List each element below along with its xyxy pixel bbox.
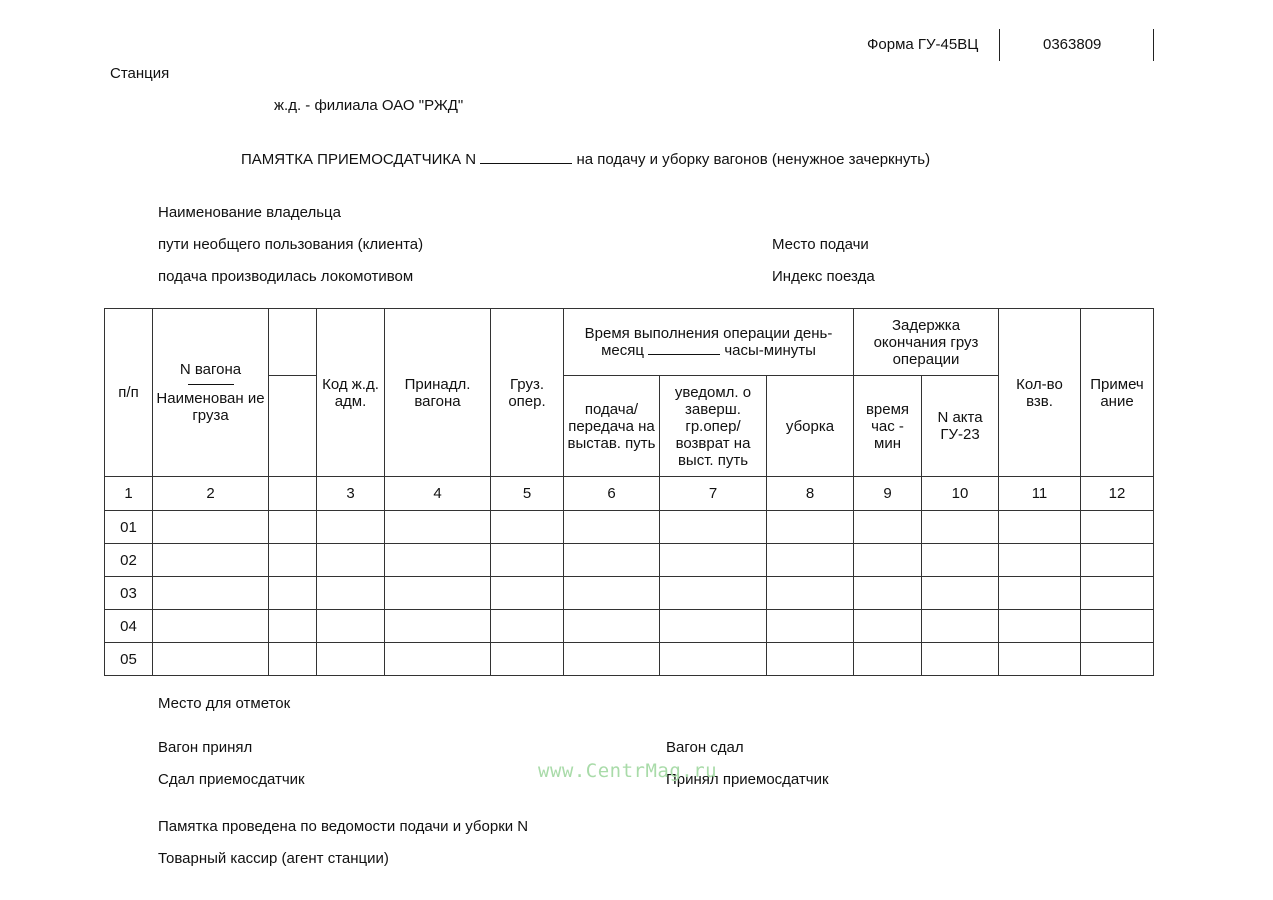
table-cell[interactable] [922,511,999,544]
table-cell[interactable] [564,643,660,676]
train-index-label: Индекс поезда [772,268,875,285]
table-row [105,610,1154,643]
header-cargo-name: Наименован ие груза [156,390,265,424]
table-cell[interactable] [317,544,385,577]
header-act: N акта ГУ-23 [922,376,999,477]
column-number: 10 [922,477,999,511]
table-cell[interactable] [385,610,491,643]
table-cell[interactable] [854,610,922,643]
table-cell[interactable] [269,577,317,610]
watermark-text: www.CentrMag.ru [538,760,718,782]
table-cell[interactable] [922,544,999,577]
table-cell[interactable] [999,577,1081,610]
header-qty: Кол-во взв. [999,309,1081,477]
table-cell[interactable] [269,544,317,577]
row-number: 05 [105,643,153,676]
table-cell[interactable] [767,544,854,577]
document-title [241,151,930,168]
table-cell[interactable] [385,577,491,610]
header-wagon-number: N вагона [179,361,242,378]
table-body [105,511,1154,676]
table-cell[interactable] [660,577,767,610]
owner-label: Наименование владельца [158,204,341,221]
table-cell[interactable] [767,511,854,544]
track-label: пути необщего пользования (клиента) [158,236,424,253]
wagon-received-label: Вагон принял [158,739,253,756]
table-cell[interactable] [854,643,922,676]
table-cell[interactable] [999,610,1081,643]
header-cargo-op: Груз. опер. [491,309,564,477]
column-number: 12 [1081,477,1154,511]
table-cell[interactable] [491,544,564,577]
table-cell[interactable] [1081,511,1154,544]
header-time-hm: время час - мин [854,376,922,477]
table-cell[interactable] [1081,544,1154,577]
handed-by-label: Сдал приемосдатчик [158,771,305,788]
row-number: 01 [105,511,153,544]
table-cell[interactable] [491,511,564,544]
table-cell[interactable] [269,610,317,643]
column-number: 11 [999,477,1081,511]
table-cell[interactable] [767,643,854,676]
table-cell[interactable] [385,544,491,577]
table-cell[interactable] [854,544,922,577]
table-cell[interactable] [385,511,491,544]
table-cell[interactable] [854,577,922,610]
column-number: 6 [564,477,660,511]
table-cell[interactable] [564,544,660,577]
table-row [105,511,1154,544]
table-cell[interactable] [1081,643,1154,676]
header-time-right: часы-минуты [724,342,816,359]
table-cell[interactable] [1081,610,1154,643]
table-cell[interactable] [564,511,660,544]
header-wagon [153,309,269,477]
form-code: 0363809 [1043,36,1102,53]
header-notify: уведомл. о заверш. гр.опер/ возврат на выст. путь [660,376,767,477]
table-cell[interactable] [999,511,1081,544]
header-pp: п/п [105,309,153,477]
table-cell[interactable] [660,544,767,577]
form-divider [999,29,1000,61]
station-label: Станция [110,65,170,82]
table-cell[interactable] [854,511,922,544]
table-cell[interactable] [1081,577,1154,610]
table-cell[interactable] [153,511,269,544]
table-cell[interactable] [767,577,854,610]
header-delay: Задержка окончания груз операции [854,309,999,376]
header-removal: уборка [767,376,854,477]
table-cell[interactable] [317,577,385,610]
row-number: 03 [105,577,153,610]
table-row [105,643,1154,676]
statement-label: Памятка проведена по ведомости подачи и уборки N [158,818,529,835]
place-label: Место подачи [772,236,869,253]
wagon-handed-label: Вагон сдал [666,739,744,756]
loco-label: подача производилась локомотивом [158,268,414,285]
table-cell[interactable] [385,643,491,676]
table-cell[interactable] [317,511,385,544]
railway-label: ж.д. - филиала ОАО "РЖД" [274,97,464,114]
column-number: 4 [385,477,491,511]
table-cell[interactable] [491,577,564,610]
column-number: 3 [317,477,385,511]
table-cell[interactable] [491,643,564,676]
table-cell[interactable] [999,544,1081,577]
table-cell[interactable] [153,610,269,643]
memo-number-blank[interactable] [480,151,572,164]
table-cell[interactable] [269,643,317,676]
table-cell[interactable] [660,511,767,544]
table-cell[interactable] [153,544,269,577]
header-wagon-divider [188,384,234,385]
row-number: 02 [105,544,153,577]
marks-label: Место для отметок [158,695,291,712]
received-by-label: Принял приемосдатчик [666,771,829,788]
column-number: 5 [491,477,564,511]
title-left: ПАМЯТКА ПРИЕМОСДАТЧИКА N [241,151,477,168]
column-number: 7 [660,477,767,511]
table-cell[interactable] [317,643,385,676]
title-right: на подачу и уборку вагонов (ненужное зачеркнуть) [576,151,931,168]
table-cell[interactable] [922,577,999,610]
header-time-group [564,309,854,376]
table-cell[interactable] [999,643,1081,676]
table-row [105,544,1154,577]
row-number: 04 [105,610,153,643]
header-time-left: Время выполнения операции день-месяц [584,325,833,359]
table-cell[interactable] [660,610,767,643]
header-time-blank [648,342,720,355]
table-cell[interactable] [564,577,660,610]
header-note: Примеч ание [1081,309,1154,477]
column-number: 1 [105,477,153,511]
column-number: 8 [767,477,854,511]
wagon-table [104,308,1154,676]
table-cell[interactable] [491,610,564,643]
table-cell[interactable] [922,610,999,643]
header-blank-bottom [269,376,317,477]
cashier-label: Товарный кассир (агент станции) [158,850,389,867]
form-label: Форма ГУ-45ВЦ [867,36,979,53]
header-blank-top [269,309,317,376]
column-number [269,477,317,511]
header-code: Код ж.д. адм. [317,309,385,477]
column-number: 2 [153,477,269,511]
table-cell[interactable] [153,643,269,676]
table-cell[interactable] [153,577,269,610]
header-supply: подача/ передача на выстав. путь [564,376,660,477]
table-cell[interactable] [317,610,385,643]
column-number-row [105,477,1154,511]
form-divider-right [1153,29,1154,61]
table-cell[interactable] [922,643,999,676]
table-cell[interactable] [269,511,317,544]
table-cell[interactable] [564,610,660,643]
header-owner: Принадл. вагона [385,309,491,477]
table-cell[interactable] [660,643,767,676]
table-cell[interactable] [767,610,854,643]
table-row [105,577,1154,610]
column-number: 9 [854,477,922,511]
